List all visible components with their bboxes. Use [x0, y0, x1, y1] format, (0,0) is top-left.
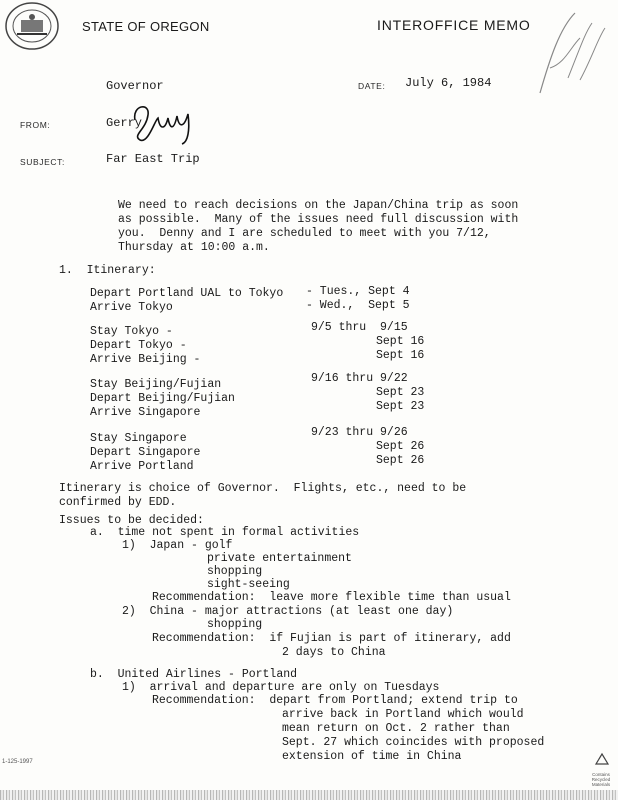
- itinerary-date: 9/23 thru 9/26: [311, 426, 408, 439]
- issue-a2-item: shopping: [207, 618, 263, 631]
- issue-b1-recommendation-cont: Sept. 27 which coincides with proposed: [282, 736, 545, 749]
- itinerary-date: Sept 23: [376, 386, 425, 399]
- itinerary-note-line-2: confirmed by EDD.: [59, 496, 177, 509]
- intro-line-2: as possible. Many of the issues need full discussion with: [118, 213, 519, 226]
- itinerary-heading: 1. Itinerary:: [59, 264, 156, 277]
- itinerary-date: Sept 16: [376, 335, 425, 348]
- issue-b1-recommendation-cont: mean return on Oct. 2 rather than: [282, 722, 510, 735]
- itinerary-event: Depart Singapore: [90, 446, 201, 459]
- itinerary-event: Stay Singapore: [90, 432, 187, 445]
- itinerary-date: 9/16 thru 9/22: [311, 372, 408, 385]
- to-value: Governor: [106, 79, 164, 93]
- itinerary-date: Sept 16: [376, 349, 425, 362]
- handwritten-initials: [530, 8, 610, 103]
- issue-b1-recommendation-cont: arrive back in Portland which would: [282, 708, 524, 721]
- scan-edge: [0, 790, 618, 800]
- agency-name: STATE OF OREGON: [82, 19, 210, 34]
- subject-value: Far East Trip: [106, 152, 200, 166]
- itinerary-date: Sept 26: [376, 454, 425, 467]
- issue-a1-recommendation: Recommendation: leave more flexible time than usual: [152, 591, 511, 604]
- issue-b1-recommendation: Recommendation: depart from Portland; extend trip to: [152, 694, 518, 707]
- itinerary-event: Arrive Singapore: [90, 406, 201, 419]
- itinerary-date: - Tues., Sept 4: [306, 285, 410, 298]
- issue-a1-heading: 1) Japan - golf: [122, 539, 233, 552]
- itinerary-date: 9/5 thru 9/15: [311, 321, 408, 334]
- itinerary-date: Sept 26: [376, 440, 425, 453]
- itinerary-date: - Wed., Sept 5: [306, 299, 410, 312]
- itinerary-event: Depart Portland UAL to Tokyo: [90, 287, 284, 300]
- issues-heading: Issues to be decided:: [59, 514, 204, 527]
- issue-a1-item: private entertainment: [207, 552, 352, 565]
- issue-b1-heading: 1) arrival and departure are only on Tuesdays: [122, 681, 440, 694]
- itinerary-event: Depart Tokyo -: [90, 339, 187, 352]
- subject-label: SUBJECT:: [20, 157, 65, 167]
- recycle-icon: [590, 752, 614, 772]
- itinerary-event: Stay Beijing/Fujian: [90, 378, 222, 391]
- state-seal-logo: [3, 0, 61, 52]
- intro-line-3: you. Denny and I are scheduled to meet with you 7/12,: [118, 227, 491, 240]
- itinerary-note-line-1: Itinerary is choice of Governor. Flights, etc., need to be: [59, 482, 467, 495]
- issue-a1-item: shopping: [207, 565, 263, 578]
- itinerary-event: Arrive Portland: [90, 460, 194, 473]
- from-value: Gerry: [106, 116, 143, 130]
- itinerary-date: Sept 23: [376, 400, 425, 413]
- issue-a2-recommendation: Recommendation: if Fujian is part of itinerary, add: [152, 632, 511, 645]
- issue-b1-recommendation-cont: extension of time in China: [282, 750, 462, 763]
- issue-a1-item: sight-seeing: [207, 578, 290, 591]
- issue-a2-heading: 2) China - major attractions (at least one day): [122, 605, 454, 618]
- itinerary-event: Arrive Tokyo: [90, 301, 173, 314]
- date-value: July 6, 1984: [405, 76, 492, 90]
- doc-type-title: INTEROFFICE MEMO: [377, 17, 531, 33]
- recycle-text: Contains Recycled Materials: [591, 772, 611, 787]
- from-label: FROM:: [20, 120, 51, 130]
- signature: [130, 100, 200, 145]
- date-label: DATE:: [358, 81, 386, 91]
- form-code: 1-125-1997: [2, 759, 33, 765]
- issue-b-heading: b. United Airlines - Portland: [90, 668, 298, 681]
- itinerary-event: Arrive Beijing -: [90, 353, 201, 366]
- issue-a2-recommendation-cont: 2 days to China: [282, 646, 386, 659]
- itinerary-event: Stay Tokyo -: [90, 325, 173, 338]
- itinerary-event: Depart Beijing/Fujian: [90, 392, 235, 405]
- intro-line-1: We need to reach decisions on the Japan/China trip as soon: [118, 199, 519, 212]
- intro-line-4: Thursday at 10:00 a.m.: [118, 241, 270, 254]
- issue-a-heading: a. time not spent in formal activities: [90, 526, 360, 539]
